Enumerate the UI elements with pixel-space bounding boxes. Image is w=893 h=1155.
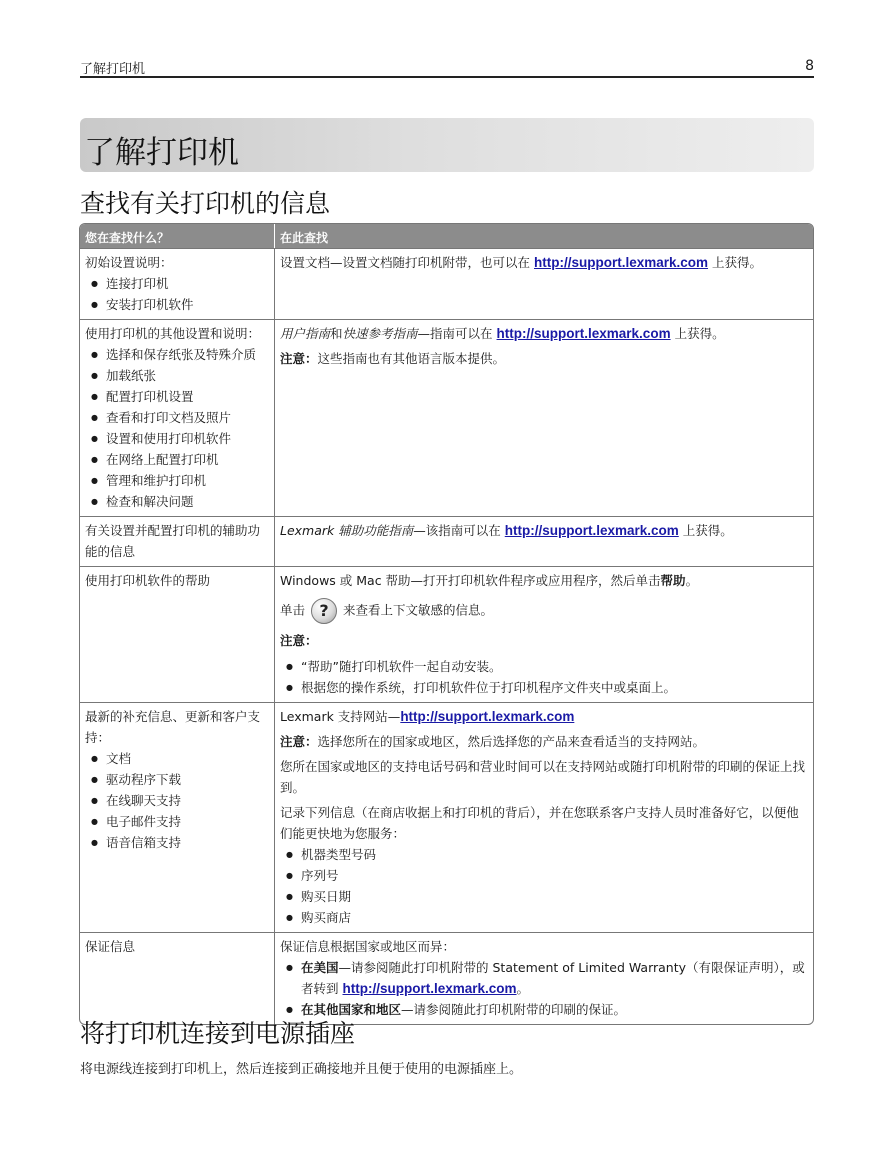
help-line	[280, 570, 808, 591]
guides-line	[280, 323, 808, 344]
support-phone-text: 您所在国家或地区的支持电话号码和营业时间可以在支持网站或随打印机附带的印刷的保证上找到。	[280, 759, 806, 795]
source-text-after: 上获得。	[712, 255, 763, 270]
source-text-after: 上获得。	[674, 326, 725, 341]
topic-list	[85, 273, 269, 315]
info-table	[79, 223, 814, 1025]
note-text: 选择您所在的国家或地区，然后选择您的产品来查看适当的支持网站。	[317, 734, 706, 749]
table-row	[80, 516, 813, 566]
row-topic-cell: 保证信息	[80, 932, 275, 1024]
topic-list	[85, 344, 269, 512]
row-topic-cell: 有关设置并配置打印机的辅助功能的信息	[80, 516, 275, 566]
topic-list	[85, 748, 269, 853]
row-topic-cell	[80, 702, 275, 932]
note-label: 注意：	[280, 734, 318, 749]
list-item: ● 配置打印机设置	[85, 386, 269, 407]
click-line	[280, 598, 808, 624]
list-item: ● 在网络上配置打印机	[85, 449, 269, 470]
list-item: ● 管理和维护打印机	[85, 470, 269, 491]
quick-guide-title: 快速参考指南	[342, 326, 418, 341]
support-link[interactable]: http://support.lexmark.com	[496, 326, 671, 341]
support-link[interactable]: http://support.lexmark.com	[504, 523, 679, 538]
list-item: ● 设置和使用打印机软件	[85, 428, 269, 449]
support-link[interactable]: http://support.lexmark.com	[534, 255, 709, 270]
table-row	[80, 566, 813, 702]
list-item: ● 根据您的操作系统，打印机软件位于打印机程序文件夹中或桌面上。	[280, 677, 808, 698]
source-text: 设置文档—设置文档随打印机附带，也可以在	[280, 255, 531, 270]
click-after-text: 来查看上下文敏感的信息。	[343, 602, 494, 618]
row-source-cell	[275, 932, 813, 1024]
record-info-text: 记录下列信息（在商店收据上和打印机的背后），并在您联系客户支持人员时准备好它，以便他们能更快地为您服务：	[280, 805, 799, 841]
row-source-cell	[275, 702, 813, 932]
table-header-row	[80, 224, 813, 248]
row-source-cell	[275, 248, 813, 319]
section-body-text: 将电源线连接到打印机上，然后连接到正确接地并且便于使用的电源插座上。	[80, 1062, 523, 1077]
list-item: ● 在线聊天支持	[85, 790, 269, 811]
row-topic-cell: 使用打印机软件的帮助	[80, 566, 275, 702]
note-label: 注意：	[280, 351, 318, 366]
list-item: ● 选择和保存纸张及特殊介质	[85, 344, 269, 365]
help-label: 帮助	[660, 573, 686, 588]
chapter-title: 了解打印机	[84, 135, 239, 171]
click-text: 单击	[280, 602, 306, 618]
table-row	[80, 248, 813, 319]
list-item: ● 语音信箱支持	[85, 832, 269, 853]
row-intro: 最新的补充信息、更新和客户支持：	[85, 709, 261, 745]
column-header-where: 在此查找	[275, 224, 813, 248]
row-source-cell	[275, 319, 813, 516]
row-intro: 初始设置说明：	[85, 255, 173, 270]
us-label: 在美国	[301, 960, 339, 975]
section-heading-connect-power: 将打印机连接到电源插座	[80, 1019, 356, 1048]
period: 。	[685, 573, 699, 588]
list-item: ● 驱动程序下载	[85, 769, 269, 790]
note-label: 注意：	[280, 633, 318, 648]
list-item: ● “帮助”随打印机软件一起自动安装。	[280, 656, 808, 677]
help-text: Windows 或 Mac 帮助—打开打印机软件程序或应用程序，然后单击	[280, 573, 661, 588]
section-heading-find-info: 查找有关打印机的信息	[80, 189, 331, 218]
period: 。	[516, 981, 530, 996]
source-text: —该指南可以在	[413, 523, 501, 538]
site-line	[280, 706, 808, 727]
list-item: ● 连接打印机	[85, 273, 269, 294]
list-item: ● 加载纸张	[85, 365, 269, 386]
note-line	[280, 731, 808, 752]
record-list	[280, 844, 808, 928]
list-item: ● 查看和打印文档及照片	[85, 407, 269, 428]
row-intro: 使用打印机的其他设置和说明：	[85, 326, 261, 341]
page-header	[80, 58, 814, 78]
list-item: ● 安装打印机软件	[85, 294, 269, 315]
list-item: ● 电子邮件支持	[85, 811, 269, 832]
table-row	[80, 932, 813, 1024]
list-item: ● 检查和解决问题	[85, 491, 269, 512]
us-text: —请参阅随此打印机附带的 Statement of Limited Warranty（有限保证声明），或者转到	[301, 960, 805, 996]
accessibility-guide-title: Lexmark 辅助功能指南	[280, 523, 414, 538]
row-topic-cell	[80, 319, 275, 516]
user-guide-title: 用户指南	[280, 326, 331, 341]
list-item: ● 购买日期	[280, 886, 808, 907]
table-row	[80, 319, 813, 516]
page-number: 8	[805, 58, 814, 74]
support-link[interactable]: http://support.lexmark.com	[342, 981, 517, 996]
list-item: ● 机器类型号码	[280, 844, 808, 865]
and-text: 和	[330, 326, 343, 341]
source-text: —指南可以在	[417, 326, 493, 341]
note-list	[280, 656, 808, 698]
row-source-cell	[275, 566, 813, 702]
support-link[interactable]: http://support.lexmark.com	[400, 709, 575, 724]
source-text-after: 上获得。	[682, 523, 733, 538]
chapter-band	[80, 118, 814, 172]
warranty-intro: 保证信息根据国家或地区而异：	[280, 939, 456, 954]
list-item: ● 购买商店	[280, 907, 808, 928]
note-line	[280, 348, 808, 369]
help-question-icon: ?	[311, 598, 337, 624]
other-label: 在其他国家和地区	[301, 1002, 402, 1017]
note-text: 这些指南也有其他语言版本提供。	[317, 351, 506, 366]
list-item: ● 文档	[85, 748, 269, 769]
list-item	[280, 999, 808, 1020]
list-item	[280, 957, 808, 999]
row-topic-cell	[80, 248, 275, 319]
header-title: 了解打印机	[80, 62, 146, 77]
table-row	[80, 702, 813, 932]
warranty-list	[280, 957, 808, 1020]
list-item: ● 序列号	[280, 865, 808, 886]
row-source-cell	[275, 516, 813, 566]
column-header-what: 您在查找什么？	[80, 224, 275, 248]
other-text: —请参阅随此打印机附带的印刷的保证。	[401, 1002, 627, 1017]
site-prefix: Lexmark 支持网站—	[280, 709, 401, 724]
